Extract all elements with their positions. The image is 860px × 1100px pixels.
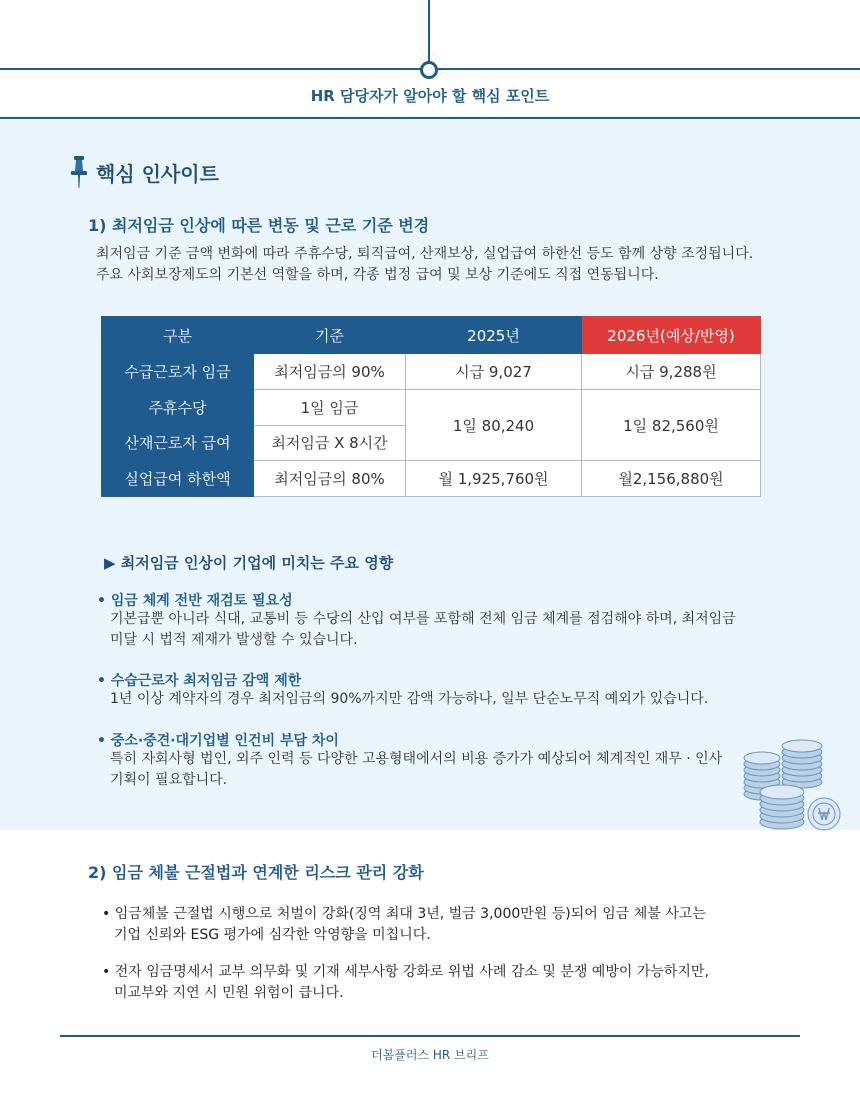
impact-bullet-heading: • 임금 체계 전반 재검토 필요성 <box>97 593 293 609</box>
table-row <box>102 354 761 390</box>
minimum-wage-table <box>101 316 761 497</box>
table-cell: 시급 9,288원 <box>582 354 761 390</box>
section1-title: 1) 최저임금 인상에 따른 변동 및 근로 기준 변경 <box>88 216 430 235</box>
impact-bullet-body <box>110 609 760 651</box>
table-row <box>102 389 761 425</box>
impact-bullet-line: 특히 자회사형 법인, 외주 인력 등 다양한 고용형태에서의 비용 증가가 예상되어 체계적인 재무 · 인사 <box>110 751 723 767</box>
table-header-cell: 2025년 <box>406 317 582 354</box>
table-row-label: 주휴수당 <box>102 389 254 425</box>
section1-desc-line: 주요 사회보장제도의 기본선 역할을 하며, 각종 법정 급여 및 보상 기준에도 직접 연동됩니다. <box>96 267 659 283</box>
section2-bullet-line: 기업 신뢰와 ESG 평가에 심각한 악영향을 미칩니다. <box>114 927 431 943</box>
table-cell: 월2,156,880원 <box>582 461 761 497</box>
table-row-label: 수급근로자 임금 <box>102 354 254 390</box>
table-header-cell: 기준 <box>254 317 406 354</box>
impact-bullet-heading: • 중소·중견·대기업별 인건비 부담 차이 <box>97 733 339 749</box>
section2-bullet-line: 미교부와 지연 시 민원 위험이 큽니다. <box>114 985 344 1001</box>
pushpin-icon <box>68 155 90 189</box>
impact-title: ▶ 최저임금 인상이 기업에 미치는 주요 영향 <box>104 554 394 572</box>
section2-title: 2) 임금 체불 근절법과 연계한 리스크 관리 강화 <box>88 863 424 882</box>
table-row-label: 산재근로자 급여 <box>102 425 254 461</box>
header-connector-node <box>420 61 438 79</box>
impact-bullet-body <box>110 749 740 791</box>
header-title: HR 담당자가 알아야 할 핵심 포인트 <box>310 87 550 105</box>
table-cell: 최저임금 X 8시간 <box>254 425 406 461</box>
impact-bullet-line: 미달 시 법적 제재가 발생할 수 있습니다. <box>110 632 358 648</box>
table-header-cell-highlight: 2026년(예상/반영) <box>582 317 761 354</box>
impact-bullet-line: 기본급뿐 아니라 식대, 교통비 등 수당의 산입 여부를 포함해 전체 임금 체계를 점검해야 하며, 최저임금 <box>110 611 736 627</box>
section1-desc-line: 최저임금 기준 금액 변화에 따라 주휴수당, 퇴직급여, 산재보상, 실업급여 하한선 등도 함께 상향 조정됩니다. <box>96 246 754 262</box>
coins-stack-icon <box>740 738 844 834</box>
table-header-row <box>102 317 761 354</box>
footer-rule <box>60 1035 800 1037</box>
table-cell: 최저임금의 90% <box>254 354 406 390</box>
table-row-label: 실업급여 하한액 <box>102 461 254 497</box>
table-row <box>102 461 761 497</box>
table-cell: 1일 임금 <box>254 389 406 425</box>
footer-text: 더봄플러스 HR 브리프 <box>371 1048 489 1062</box>
impact-bullet-body <box>110 689 760 710</box>
table-cell: 월 1,925,760원 <box>406 461 582 497</box>
table-cell: 시급 9,027 <box>406 354 582 390</box>
insight-title: 핵심 인사이트 <box>96 162 219 186</box>
impact-bullet-line: 1년 이상 계약자의 경우 최저임금의 90%까지만 감액 가능하나, 일부 단순노무직 예외가 있습니다. <box>110 691 709 707</box>
table-header-cell: 구분 <box>102 317 254 354</box>
impact-bullet-heading: • 수습근로자 최저임금 감액 제한 <box>97 673 302 689</box>
section2-bullet <box>102 904 742 946</box>
section1-description <box>96 244 796 286</box>
impact-bullet-line: 기획이 필요합니다. <box>110 772 228 788</box>
section2-bullet-line: • 전자 임금명세서 교부 의무화 및 기재 세부사항 강화로 위법 사례 감소 및 분쟁 예방이 가능하지만, <box>102 964 709 980</box>
header-connector-line <box>428 0 430 62</box>
table-cell-merged: 1일 80,240 <box>406 389 582 461</box>
table-cell-merged: 1일 82,560원 <box>582 389 761 461</box>
section2-bullet-line: • 임금체불 근절법 시행으로 처벌이 강화(징역 최대 3년, 벌금 3,000만원 등)되어 임금 체불 사고는 <box>102 906 706 922</box>
table-cell: 최저임금의 80% <box>254 461 406 497</box>
section2-bullet <box>102 962 742 1004</box>
